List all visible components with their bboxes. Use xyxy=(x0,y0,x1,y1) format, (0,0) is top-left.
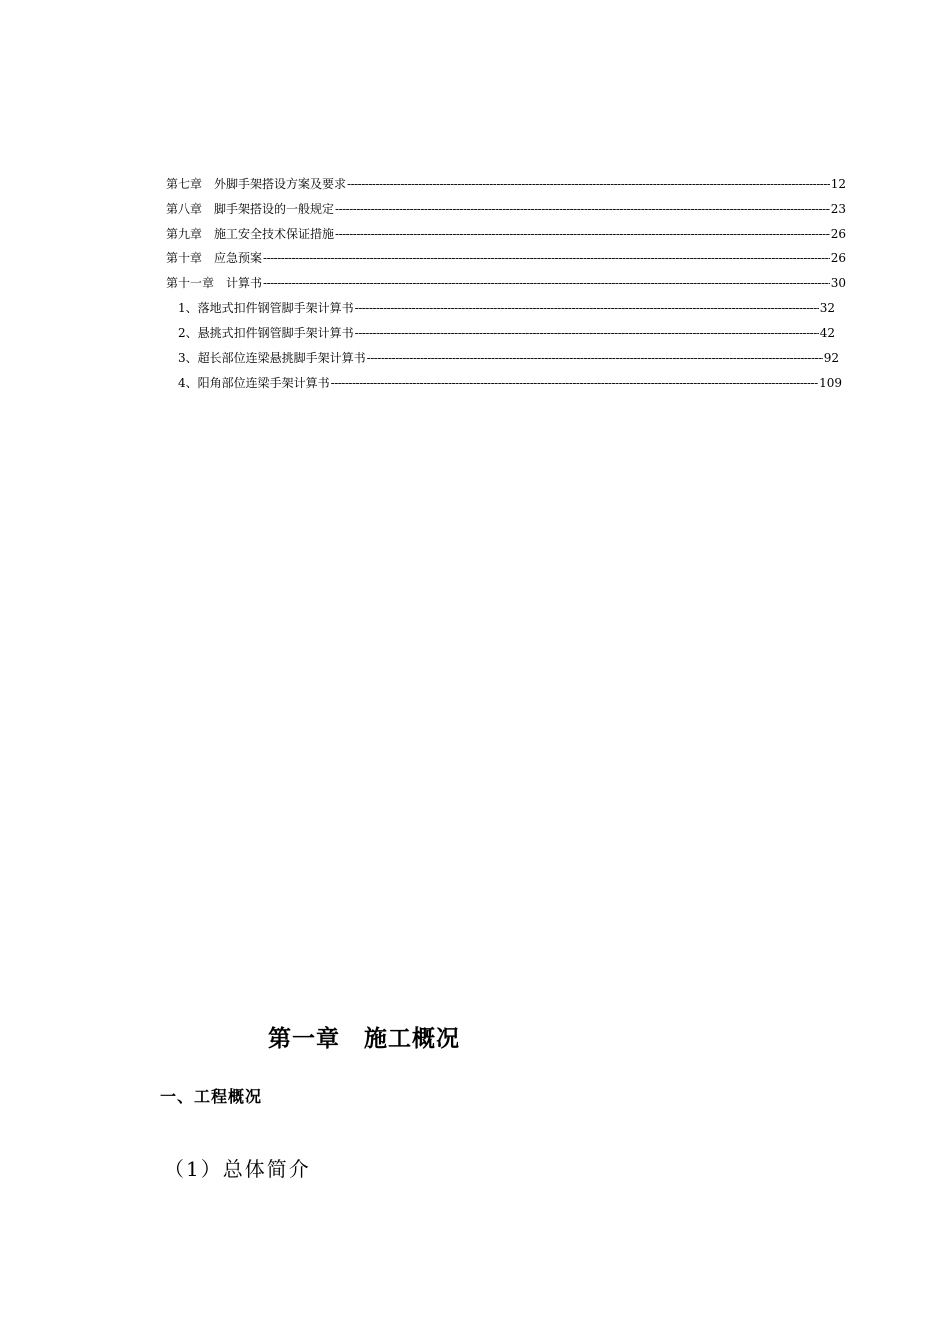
toc-entry-title: 第九章 施工安全技术保证措施 xyxy=(166,227,335,241)
toc-entry-title: 2、悬挑式扣件钢管脚手架计算书 xyxy=(178,326,354,340)
toc-leader xyxy=(335,226,830,242)
toc-page-number: 42 xyxy=(819,326,835,340)
toc-leader xyxy=(263,275,830,291)
toc-entry-title: 1、落地式扣件钢管脚手架计算书 xyxy=(178,301,354,315)
toc-page-number: 92 xyxy=(823,351,839,365)
toc-page-number: 23 xyxy=(830,202,846,216)
toc-entry-title: 第八章 脚手架搭设的一般规定 xyxy=(166,202,335,216)
toc-page-number: 32 xyxy=(819,301,835,315)
toc-entry[interactable] xyxy=(178,375,842,391)
toc-entry[interactable] xyxy=(178,300,835,316)
toc-entry[interactable] xyxy=(166,275,846,291)
chapter-title: 第一章 施工概况 xyxy=(268,1026,460,1052)
toc-leader xyxy=(263,250,830,266)
toc-leader xyxy=(347,176,830,192)
toc-entry[interactable] xyxy=(166,226,846,242)
toc-leader xyxy=(355,300,819,316)
toc-entry[interactable] xyxy=(166,250,846,266)
toc-entry[interactable] xyxy=(178,325,835,341)
toc-entry[interactable] xyxy=(178,350,839,366)
toc-leader xyxy=(367,350,823,366)
toc-page-number: 30 xyxy=(830,276,846,290)
section-title: 一、工程概况 xyxy=(160,1087,263,1106)
toc-page-number: 26 xyxy=(830,251,846,265)
toc-entry-title: 4、阳角部位连梁手架计算书 xyxy=(178,376,330,390)
toc-leader xyxy=(335,201,830,217)
toc-entry[interactable] xyxy=(166,201,846,217)
toc-entry-title: 3、超长部位连梁悬挑脚手架计算书 xyxy=(178,351,366,365)
toc-leader xyxy=(355,325,819,341)
toc-entry[interactable] xyxy=(166,176,846,192)
toc-page-number: 12 xyxy=(830,177,846,191)
toc-leader xyxy=(331,375,818,391)
toc-entry-title: 第七章 外脚手架搭设方案及要求 xyxy=(166,177,347,191)
toc-page-number: 26 xyxy=(830,227,846,241)
subsection-title: （1）总体简介 xyxy=(164,1157,311,1181)
toc-page-number: 109 xyxy=(819,376,842,390)
toc-entry-title: 第十章 应急预案 xyxy=(166,251,263,265)
toc-entry-title: 第十一章 计算书 xyxy=(166,276,263,290)
